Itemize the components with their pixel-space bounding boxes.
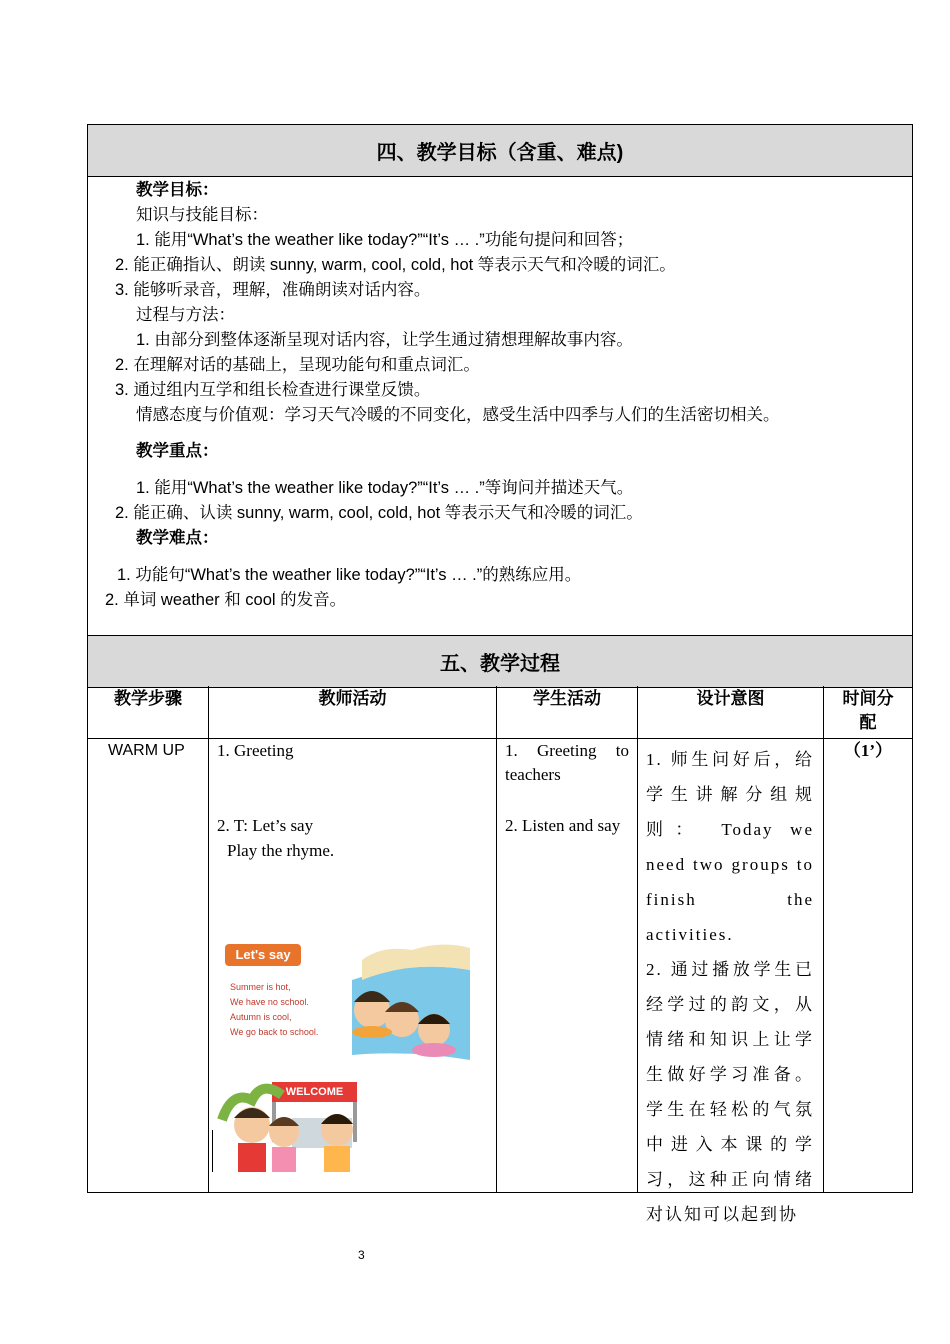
header-step: 教学步骤	[114, 689, 182, 708]
difficulty-item: 2. 单词 weather 和 cool 的发音。	[105, 591, 347, 609]
rhyme-line: We go back to school.	[230, 1027, 319, 1037]
design-intent	[646, 742, 814, 1232]
header-design: 设计意图	[696, 689, 765, 708]
attitude-text: 情感态度与价值观：学习天气冷暖的不同变化，感受生活中四季与人们的生活密切相关。	[136, 406, 780, 424]
difficulty-item: 1. 功能句“What’s the weather like today?”“It’s … .”的熟练应用。	[117, 566, 582, 584]
knowledge-heading: 知识与技能目标：	[136, 206, 268, 224]
page-number: 3	[358, 1248, 365, 1262]
column-divider	[496, 686, 497, 1193]
step-warm-up: WARM UP	[108, 742, 185, 759]
rhyme-line: We have no school.	[230, 997, 309, 1007]
rhyme-line: Autumn is cool,	[230, 1012, 292, 1022]
process-table	[88, 686, 912, 1224]
design-intent-2: 2. 通过播放学生已经学过的韵文，从情绪和知识上让学生做好学习准备。学生在轻松的气氛中进入本课的学习，这种正向情绪对认知可以起到协	[646, 960, 814, 1224]
process-item: 1. 由部分到整体逐渐呈现对话内容，让学生通过猜想理解故事内容。	[136, 331, 633, 349]
section4-title: 四、教学目标（含重、难点)	[88, 125, 912, 177]
teacher-activity-3: Play the rhyme.	[227, 841, 335, 860]
knowledge-item: 1. 能用“What’s the weather like today?”“It’s … .”功能句提问和回答；	[136, 231, 634, 249]
column-divider	[823, 686, 824, 1193]
design-intent-1: 1. 师生问好后，给学生讲解分组规则： Today we need two groups to finish the activities.	[646, 750, 814, 944]
rhyme-text	[230, 980, 318, 1040]
time-allocation: （1’）	[843, 741, 893, 760]
teacher-activity-1: 1. Greeting	[217, 741, 294, 760]
key-item: 1. 能用“What’s the weather like today?”“It’s … .”等询问并描述天气。	[136, 479, 634, 497]
lets-say-badge: Let's say	[225, 944, 301, 966]
illustration-drawing	[212, 940, 470, 1172]
process-item: 2. 在理解对话的基础上，呈现功能句和重点词汇。	[115, 356, 480, 374]
header-teacher: 教师活动	[318, 689, 387, 708]
teacher-activity-2: 2. T: Let’s say	[217, 816, 314, 835]
welcome-sign: WELCOME	[285, 1086, 344, 1098]
lesson-plan-table	[87, 124, 913, 1224]
knowledge-item: 2. 能正确指认、朗读 sunny, warm, cool, cold, hot 等表示天气和冷暖的词汇。	[115, 256, 676, 274]
student-activity-2: 2. Listen and say	[505, 816, 621, 835]
column-divider	[637, 686, 638, 1193]
process-item: 3. 通过组内互学和组长检查进行课堂反馈。	[115, 381, 431, 399]
header-time: 时间分配	[842, 689, 894, 732]
process-heading: 过程与方法：	[136, 306, 235, 324]
knowledge-item: 3. 能够听录音，理解，准确朗读对话内容。	[115, 281, 431, 299]
section5-title: 五、教学过程	[88, 635, 912, 688]
difficulty-heading: 教学难点：	[136, 529, 219, 547]
header-student: 学生活动	[533, 689, 601, 708]
goals-heading: 教学目标：	[136, 181, 219, 199]
student-activity-1: 1. Greeting to teachers	[505, 741, 629, 784]
lets-say-illustration	[212, 940, 470, 1172]
section4-goals	[88, 176, 912, 634]
key-item: 2. 能正确、认读 sunny, warm, cool, cold, hot 等表示天气和冷暖的词汇。	[115, 504, 643, 522]
rhyme-line: Summer is hot,	[230, 982, 291, 992]
column-divider	[208, 686, 209, 1193]
key-heading: 教学重点：	[136, 442, 219, 460]
